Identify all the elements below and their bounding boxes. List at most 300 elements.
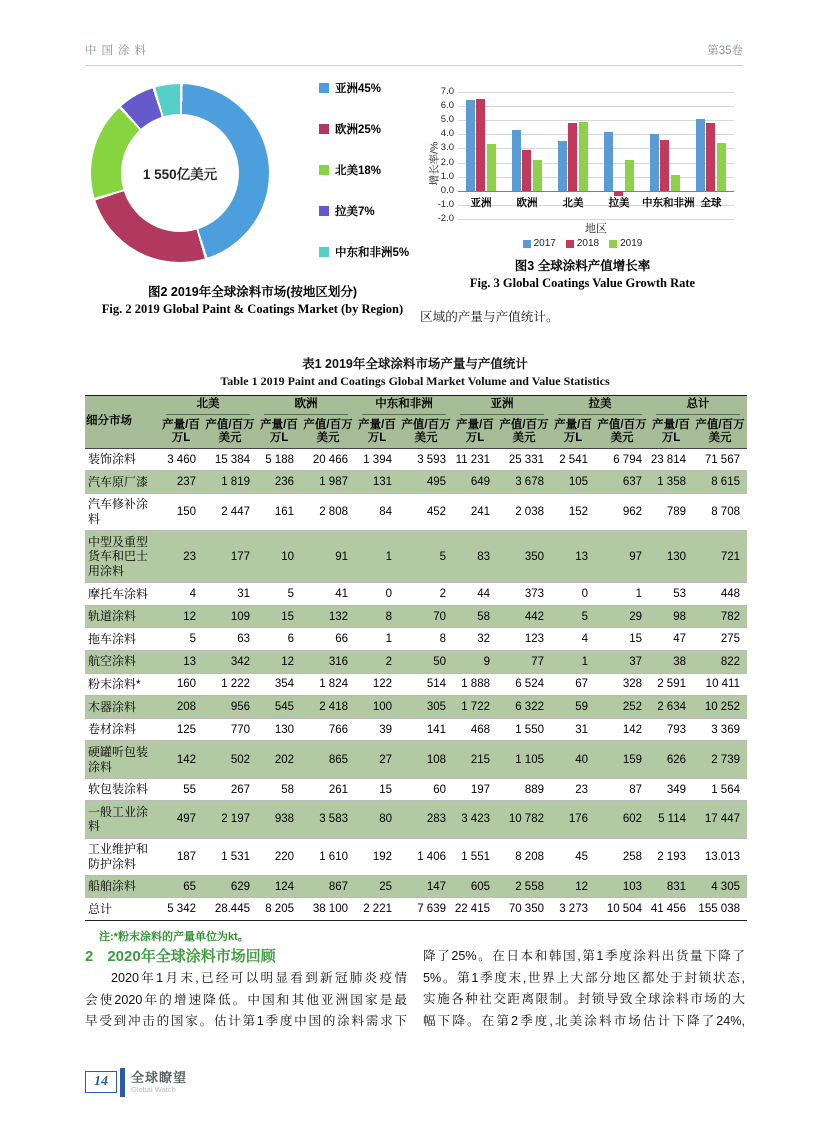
bar-2017 [512, 130, 521, 191]
table-cell: 141 [426, 723, 446, 736]
bar-plot [437, 86, 734, 224]
table-cell: 108 [426, 753, 446, 766]
table-cell: 50 [433, 655, 446, 668]
table-cell: 109 [230, 610, 250, 623]
sub-header: 产值/百万美元 [595, 417, 649, 449]
legend-label: 2018 [576, 238, 600, 249]
table-cell: 237 [176, 476, 196, 489]
table-cell: 123 [524, 633, 544, 646]
y-tick-label: 3.0 [440, 142, 454, 154]
table-cell: 1 888 [461, 678, 490, 691]
table-cell: 147 [426, 880, 446, 893]
bar-2019 [671, 175, 680, 191]
legend-label: 北美18% [335, 164, 382, 177]
table-cell: 53 [673, 587, 686, 600]
table-cell: 124 [274, 880, 294, 893]
row-label: 汽车原厂漆 [88, 474, 149, 489]
table-cell: 130 [666, 550, 686, 563]
table-cell: 350 [524, 550, 544, 563]
row-label: 装饰涂料 [88, 452, 137, 467]
running-head [85, 42, 743, 66]
legend-swatch [319, 247, 329, 257]
table-cell: 448 [720, 587, 740, 600]
table-cell: 142 [622, 723, 642, 736]
table-cell: 25 [379, 880, 392, 893]
gridline [458, 177, 734, 178]
table-cell: 58 [477, 610, 490, 623]
bar-2018 [568, 123, 577, 191]
figure3-caption-en: Fig. 3 Global Coatings Value Growth Rate [469, 276, 696, 290]
figure3-caption-cn: 图3 全球涂料产值增长率 [514, 259, 651, 273]
table-row [85, 628, 747, 651]
table-cell: 1 [385, 550, 392, 563]
table1-title-cn: 表1 2019年全球涂料市场产量与产值统计 [302, 357, 528, 371]
table-cell: 2 [385, 655, 392, 668]
table-cell: 100 [372, 701, 392, 713]
region-header-label: 总计 [656, 398, 740, 415]
table-cell: 3 369 [711, 723, 740, 736]
table-cell: 177 [230, 550, 250, 563]
table-cell: 20 466 [312, 453, 348, 466]
table-cell: 40 [575, 753, 588, 766]
region-header-label: 拉美 [558, 398, 642, 415]
section2-title: 2020年全球涂料市场回顾 [107, 948, 276, 965]
table-cell: 13 [575, 550, 588, 563]
table-cell: 2 808 [319, 506, 348, 519]
table-cell: 495 [426, 476, 446, 489]
table-cell: 176 [568, 813, 588, 826]
bar-2017 [604, 132, 613, 191]
table-cell: 5 188 [265, 453, 294, 466]
table-row [85, 696, 747, 719]
region-header [257, 396, 355, 417]
row-label: 木器涂料 [88, 699, 137, 714]
table-cell: 160 [176, 678, 196, 691]
table-cell: 822 [720, 655, 740, 668]
table-row [85, 583, 747, 606]
table-row [85, 838, 747, 875]
row-label: 软包装涂料 [88, 782, 149, 797]
table-cell: 1 394 [363, 453, 392, 466]
bar-2019 [533, 160, 542, 191]
corner-header: 细分市场 [85, 396, 159, 449]
gridline [458, 191, 734, 192]
sub-header: 产量/百万L [551, 417, 595, 449]
table-cell: 1 [581, 655, 588, 668]
legend-swatch [523, 240, 531, 248]
table-cell: 629 [230, 880, 250, 893]
y-tick-label: 2.0 [440, 156, 454, 168]
table-cell: 5 114 [658, 813, 686, 826]
table-cell: 105 [568, 476, 588, 489]
row-label: 一般工业涂料 [88, 804, 149, 834]
bar-2019 [625, 160, 634, 191]
table-cell: 215 [470, 753, 490, 766]
table-cell: 70 [433, 610, 446, 623]
table-cell: 39 [379, 723, 392, 736]
table-cell: 1 406 [417, 850, 446, 863]
table-cell: 15 [379, 783, 392, 796]
table-cell: 103 [622, 880, 642, 893]
legend-item [319, 122, 409, 135]
table-cell: 5 342 [167, 903, 196, 916]
y-tick-label: 1.0 [440, 170, 454, 182]
table-cell: 258 [622, 850, 642, 863]
table-cell: 962 [622, 506, 642, 519]
table-cell: 316 [328, 655, 348, 668]
table-cell: 889 [524, 783, 544, 796]
table-cell: 122 [372, 678, 392, 691]
table-cell: 84 [379, 506, 392, 519]
table-cell: 0 [385, 587, 392, 600]
table-cell: 236 [274, 476, 294, 489]
table-cell: 8 [439, 633, 446, 646]
text-line: 早受到冲击的国家。估计第1季度中国的涂料需求下 [85, 1014, 407, 1029]
table-cell: 2 558 [515, 880, 544, 893]
table-cell: 502 [230, 753, 250, 766]
donut-legend [319, 81, 409, 286]
table-cell: 161 [274, 506, 294, 519]
table-row [85, 898, 747, 921]
table-cell: 2 [439, 587, 446, 600]
donut-hole [121, 114, 239, 232]
sub-header: 产量/百万L [453, 417, 497, 449]
y-tick-label: -2.0 [437, 213, 454, 224]
figure2-caption-en: Fig. 2 2019 Global Paint & Coatings Market (by Region) [101, 302, 404, 316]
table-cell: 150 [176, 506, 196, 519]
legend-label: 2017 [533, 238, 556, 249]
table-row [85, 471, 747, 494]
donut-center-label: 1 550亿美元 [142, 167, 218, 182]
figure2-caption [85, 284, 420, 318]
page-footer [85, 1068, 187, 1097]
table-cell: 17 447 [704, 813, 740, 826]
table-cell: 130 [274, 723, 294, 736]
table-cell: 70 350 [508, 903, 544, 916]
table-cell: 0 [581, 587, 588, 600]
table-cell: 28.445 [214, 903, 250, 916]
table-cell: 2 418 [319, 701, 348, 713]
bar-2017 [558, 141, 567, 190]
legend-swatch [319, 165, 329, 175]
table-cell: 37 [629, 655, 642, 668]
table-cell: 354 [274, 678, 294, 691]
table-cell: 1 564 [711, 783, 740, 796]
table-cell: 8 208 [515, 850, 544, 863]
table-cell: 58 [281, 783, 294, 796]
sub-header: 产量/百万L [355, 417, 399, 449]
table-cell: 241 [470, 506, 490, 519]
donut-chart [91, 84, 269, 262]
table-cell: 6 322 [515, 701, 544, 713]
section2 [85, 946, 745, 1033]
x-category-label: 北美 [562, 196, 584, 209]
table-cell: 3 678 [515, 476, 544, 489]
table-cell: 4 [189, 587, 196, 600]
table-cell: 71 567 [704, 453, 740, 466]
row-label: 总计 [88, 901, 113, 916]
legend-item [609, 238, 642, 249]
table-cell: 2 447 [221, 506, 250, 519]
table-cell: 132 [328, 610, 348, 623]
table-cell: 721 [720, 550, 740, 563]
table-cell: 41 [335, 587, 348, 600]
table-cell: 305 [426, 701, 446, 713]
table-cell: 649 [470, 476, 490, 489]
table-cell: 1 987 [319, 476, 348, 489]
table-row [85, 448, 747, 471]
row-label: 拖车涂料 [88, 631, 137, 646]
bar-2017 [650, 134, 659, 190]
table-cell: 15 [629, 633, 642, 646]
table-cell: 3 593 [417, 453, 446, 466]
table-row [85, 741, 747, 778]
table-row [85, 673, 747, 696]
table-cell: 87 [629, 783, 642, 796]
table-cell: 77 [531, 655, 544, 668]
figure2-caption-cn: 图2 2019年全球涂料市场(按地区划分) [147, 285, 358, 299]
journal-title: 中国涂料 [85, 45, 151, 57]
bar-chart-legend [420, 238, 745, 249]
table-cell: 1 722 [461, 701, 490, 713]
sub-header: 产值/百万美元 [301, 417, 355, 449]
legend-label: 拉美7% [335, 205, 375, 218]
page-number: 14 [85, 1071, 117, 1093]
table-cell: 97 [629, 550, 642, 563]
table1-title-en: Table 1 2019 Paint and Coatings Global Market Volume and Value Statistics [220, 374, 610, 388]
legend-item [566, 238, 599, 249]
legend-swatch [566, 240, 574, 248]
table-cell: 831 [666, 880, 686, 893]
table-cell: 5 [581, 610, 588, 623]
table-cell: 252 [622, 701, 642, 713]
table-cell: 22 415 [454, 903, 490, 916]
table-cell: 6 524 [515, 678, 544, 691]
table-cell: 63 [237, 633, 250, 646]
table-cell: 275 [720, 633, 740, 646]
table-cell: 6 [287, 633, 294, 646]
legend-item [319, 245, 409, 258]
table-cell: 789 [666, 506, 686, 519]
table-cell: 8 205 [265, 903, 294, 916]
table-cell: 10 252 [704, 701, 740, 713]
region-header-label: 北美 [166, 398, 250, 415]
gridline [458, 120, 734, 121]
table-cell: 3 460 [167, 453, 196, 466]
region-header-label: 中东和非洲 [362, 398, 446, 415]
table-cell: 10 504 [606, 903, 642, 916]
table-cell: 8 615 [711, 476, 740, 489]
table-cell: 27 [379, 753, 392, 766]
table-cell: 38 100 [312, 903, 348, 916]
table-cell: 261 [328, 783, 348, 796]
table-cell: 23 [183, 550, 196, 563]
table-cell: 1 531 [221, 850, 250, 863]
table-cell: 1 550 [515, 723, 544, 736]
table-cell: 283 [426, 813, 446, 826]
figure3 [420, 76, 745, 325]
market-table-body [85, 448, 747, 920]
table-cell: 4 305 [711, 880, 740, 893]
table-cell: 7 639 [417, 903, 446, 916]
x-category-label: 欧洲 [516, 196, 538, 209]
table-cell: 637 [622, 476, 642, 489]
table-cell: 67 [575, 678, 588, 691]
table-row [85, 718, 747, 741]
table-row [85, 650, 747, 673]
table-cell: 13 [183, 655, 196, 668]
sub-header: 产值/百万美元 [203, 417, 257, 449]
table-cell: 2 634 [657, 701, 686, 713]
table-cell: 766 [328, 723, 348, 736]
table-cell: 605 [470, 880, 490, 893]
table-cell: 545 [274, 701, 294, 713]
table-cell: 5 [189, 633, 196, 646]
volume-label: 第35卷 [707, 45, 743, 57]
legend-swatch [319, 83, 329, 93]
legend-label: 欧洲25% [335, 123, 382, 136]
bar-2017 [696, 119, 705, 191]
table-cell: 125 [176, 723, 196, 736]
text-line: 5%。第1季度末,世界上大部分地区都处于封锁状态, [423, 970, 745, 985]
table-cell: 3 423 [461, 813, 490, 826]
row-label: 中型及重型货车和巴士用涂料 [88, 534, 149, 578]
y-tick-label: 0.0 [440, 184, 454, 196]
y-tick-label: -1.0 [437, 198, 454, 210]
table-cell: 55 [183, 783, 196, 796]
table-cell: 187 [176, 850, 196, 863]
legend-swatch [609, 240, 617, 248]
table-cell: 626 [666, 753, 686, 766]
table-cell: 208 [176, 701, 196, 713]
table-cell: 342 [230, 655, 250, 668]
row-label: 卷材涂料 [88, 722, 137, 737]
y-tick-label: 7.0 [440, 86, 454, 97]
table-cell: 1 358 [657, 476, 686, 489]
row-label: 粉末涂料* [88, 677, 141, 692]
row-label: 船舶涂料 [88, 879, 137, 894]
legend-label: 中东和非洲5% [335, 246, 410, 259]
table-cell: 328 [622, 678, 642, 691]
table-cell: 13.013 [704, 850, 740, 863]
x-category-label: 亚洲 [470, 196, 492, 209]
text-line: 幅下降。在第2季度,北美涂料市场估计下降了24%, [423, 1013, 745, 1028]
bar-2018 [522, 150, 531, 191]
market-table-head [85, 396, 747, 449]
table-cell: 1 551 [461, 850, 490, 863]
table-cell: 10 782 [508, 813, 544, 826]
text-line: 会使2020年的增速降低。中国和其他亚洲国家是最 [85, 992, 407, 1007]
table1-block [85, 356, 745, 944]
table-cell: 497 [176, 813, 196, 826]
table-cell: 602 [622, 813, 642, 826]
table-cell: 4 [581, 633, 588, 646]
table-cell: 202 [274, 753, 294, 766]
legend-item [523, 238, 556, 249]
table-cell: 2 197 [221, 813, 250, 826]
table-cell: 865 [328, 753, 348, 766]
text-line: 实施各种社交距离限制。封锁导致全球涂料市场的大 [423, 992, 745, 1007]
section2-number: 2 [85, 948, 94, 965]
table-cell: 1 819 [221, 476, 250, 489]
footer-brand-cn: 全球瞭望 [131, 1070, 188, 1085]
table-cell: 770 [230, 723, 250, 736]
legend-label: 2019 [620, 238, 643, 249]
gridline [458, 134, 734, 135]
bar-2019 [487, 144, 496, 191]
table-cell: 12 [183, 610, 196, 623]
table-cell: 47 [673, 633, 686, 646]
legend-item [319, 81, 409, 94]
sub-header: 产值/百万美元 [693, 417, 747, 449]
table-cell: 514 [426, 678, 446, 691]
legend-swatch [319, 124, 329, 134]
table-cell: 373 [524, 587, 544, 600]
table-cell: 25 331 [508, 453, 544, 466]
table-cell: 5 [287, 587, 294, 600]
bar-2018 [660, 140, 669, 191]
region-header [649, 396, 747, 417]
y-tick-label: 4.0 [440, 128, 454, 140]
table-cell: 66 [335, 633, 348, 646]
legend-item [319, 163, 409, 176]
bar-chart [420, 80, 745, 252]
table-cell: 32 [477, 633, 490, 646]
table-cell: 31 [237, 587, 250, 600]
legend-swatch [319, 206, 329, 216]
sub-header: 产量/百万L [159, 417, 203, 449]
region-header [355, 396, 453, 417]
table-cell: 468 [470, 723, 490, 736]
table-cell: 41 456 [650, 903, 686, 916]
table-cell: 782 [720, 610, 740, 623]
bar-2018 [476, 99, 485, 191]
table-cell: 12 [575, 880, 588, 893]
paragraph-continuation: 区域的产量与产值统计。 [420, 310, 559, 324]
table-cell: 1 105 [515, 753, 544, 766]
region-header-label: 亚洲 [460, 398, 544, 415]
donut-chart-area [85, 76, 420, 278]
table-cell: 10 411 [705, 678, 740, 691]
table-cell: 8 [385, 610, 392, 623]
table-cell: 956 [230, 701, 250, 713]
section2-heading [85, 946, 407, 968]
table-cell: 1 824 [319, 678, 348, 691]
gridline [458, 163, 734, 164]
text-line: 降了25%。在日本和韩国,第1季度涂料出货量下降了 [423, 949, 745, 963]
table-cell: 349 [666, 783, 686, 796]
table-cell: 1 [385, 633, 392, 646]
footer-brand [131, 1068, 187, 1094]
table-cell: 155 038 [698, 903, 740, 916]
table-cell: 442 [524, 610, 544, 623]
table-cell: 267 [230, 783, 250, 796]
y-axis-title: 增长率/% [428, 141, 441, 186]
figures-row [85, 76, 745, 325]
table-cell: 31 [575, 723, 588, 736]
table-cell: 9 [483, 655, 490, 668]
table-cell: 6 794 [613, 453, 642, 466]
table-cell: 65 [183, 880, 196, 893]
table-cell: 2 739 [711, 753, 740, 766]
table-cell: 98 [673, 610, 686, 623]
legend-label: 亚洲45% [335, 82, 382, 95]
sub-header: 产值/百万美元 [497, 417, 551, 449]
x-category-label: 全球 [700, 196, 722, 209]
table-cell: 12 [281, 655, 294, 668]
left-column-text [85, 968, 407, 1033]
region-header-label: 欧洲 [264, 398, 348, 415]
